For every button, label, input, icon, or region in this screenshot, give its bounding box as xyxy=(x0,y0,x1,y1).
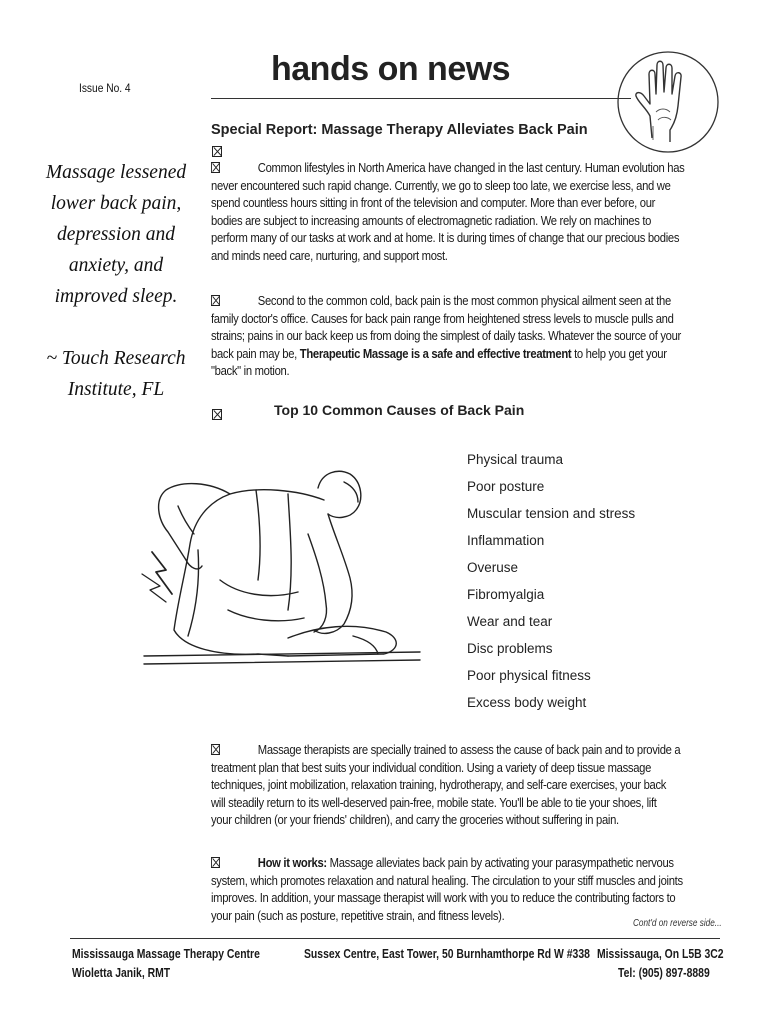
quote-line: anxiety, and xyxy=(68,255,164,276)
paragraph-1 xyxy=(211,160,724,265)
quote-line: lower back pain, xyxy=(50,193,182,214)
list-item: Disc problems xyxy=(467,641,553,656)
causes-list xyxy=(467,446,757,716)
paragraph-line: will steadily return to its well-deserved pain-free, mobile state. You'll be able to tie your shoes, lift xyxy=(211,795,657,810)
paragraph-line: your children (or your friends' children), and carry the groceries without suffering in pain. xyxy=(211,813,619,827)
clinic-phone: Tel: (905) 897-8889 xyxy=(618,965,710,980)
paragraph-2 xyxy=(211,293,724,381)
issue-number: Issue No. 4 xyxy=(79,81,131,95)
paragraph-line: "back" in motion. xyxy=(211,364,290,378)
newsletter-title: hands on news xyxy=(271,50,511,88)
checkbox-glyph-icon xyxy=(212,143,222,161)
list-item: Fibromyalgia xyxy=(467,587,545,602)
back-pain-illustration xyxy=(138,460,423,680)
causes-title: Top 10 Common Causes of Back Pain xyxy=(274,402,525,418)
checkbox-glyph-icon xyxy=(211,857,220,868)
hand-logo-icon xyxy=(616,50,720,154)
list-item: Wear and tear xyxy=(467,614,553,629)
quote-line: Massage lessened xyxy=(45,162,187,183)
therapist-name: Wioletta Janik, RMT xyxy=(72,965,171,980)
list-item: Poor posture xyxy=(467,479,545,494)
continued-note: Cont'd on reverse side... xyxy=(633,918,722,929)
checkbox-glyph-icon xyxy=(212,406,222,424)
clinic-address: Sussex Centre, East Tower, 50 Burnhamthorpe Rd W #338 xyxy=(304,946,590,961)
list-item: Muscular tension and stress xyxy=(467,506,636,521)
paragraph-line: spend countless hours sitting in front of the television and computer. More than ever before, our xyxy=(211,196,656,210)
how-it-works-label: How it works: xyxy=(257,856,327,870)
footer-rule xyxy=(70,938,720,939)
list-item: Overuse xyxy=(467,560,519,575)
paragraph-line: Massage therapists are specially trained to assess the cause of back pain and to provide a xyxy=(211,742,724,760)
highlight-text: Therapeutic Massage is a safe and effective treatment xyxy=(299,346,572,361)
paragraph-line: never encountered such rapid change. Currently, we go to sleep too late, we exercise less, and we xyxy=(211,178,671,193)
paragraph-line: back pain may be, Therapeutic Massage is a safe and effective treatment to help you get your xyxy=(211,346,667,361)
sidebar-quote xyxy=(40,157,192,405)
quote-source: Institute, FL xyxy=(67,379,165,400)
paragraph-line: and minds need care, nurturing, and support most. xyxy=(211,248,448,263)
paragraph-line: techniques, joint mobilization, relaxation training, hydrotherapy, and self-care exercises, your back xyxy=(211,778,667,792)
header-rule xyxy=(211,98,631,99)
paragraph-line: system, which promotes relaxation and natural healing. The circulation to your stiff muscles and joints xyxy=(211,873,683,888)
paragraph-3 xyxy=(211,742,724,830)
paragraph-line: Second to the common cold, back pain is the most common physical ailment seen at the xyxy=(211,293,724,311)
paragraph-line: How it works: Massage alleviates back pain by activating your parasympathetic nervous xyxy=(211,855,724,873)
quote-source: ~ Touch Research xyxy=(46,348,186,369)
paragraph-line: family doctor's office. Causes for back pain range from heightened stress levels to muscle pulls and xyxy=(211,311,674,326)
checkbox-glyph-icon xyxy=(211,744,220,755)
quote-line: depression and xyxy=(57,224,175,245)
list-item: Poor physical fitness xyxy=(467,668,591,683)
list-item: Physical trauma xyxy=(467,452,564,467)
paragraph-line: your pain (such as posture, repetitive strain, and fitness levels). xyxy=(211,908,505,923)
paragraph-line: perform many of our tasks at work and at home. It is during times of change that our precious bodies xyxy=(211,231,680,245)
clinic-name: Mississauga Massage Therapy Centre xyxy=(72,946,260,961)
list-item: Excess body weight xyxy=(467,695,587,710)
quote-line: improved sleep. xyxy=(54,286,178,307)
paragraph-line: treatment plan that best suits your individual condition. Using a variety of deep tissue massage xyxy=(211,760,652,775)
paragraph-line: bodies are subject to increasing amounts of electromagnetic radiation. We rely on machines to xyxy=(211,213,652,228)
paragraph-line: strains; pains in our back keep us from doing the simplest of daily tasks. Whatever the source of your xyxy=(211,329,681,343)
paragraph-line: Common lifestyles in North America have changed in the last century. Human evolution has xyxy=(211,160,724,178)
list-item: Inflammation xyxy=(467,533,545,548)
paragraph-4 xyxy=(211,855,724,925)
checkbox-glyph-icon xyxy=(211,162,220,173)
checkbox-glyph-icon xyxy=(211,295,220,306)
report-title: Special Report: Massage Therapy Alleviates Back Pain xyxy=(211,122,588,138)
clinic-city: Mississauga, On L5B 3C2 xyxy=(597,946,724,961)
paragraph-line: improves. In addition, your massage therapist will work with you to reduce the contributing factors to xyxy=(211,891,676,905)
